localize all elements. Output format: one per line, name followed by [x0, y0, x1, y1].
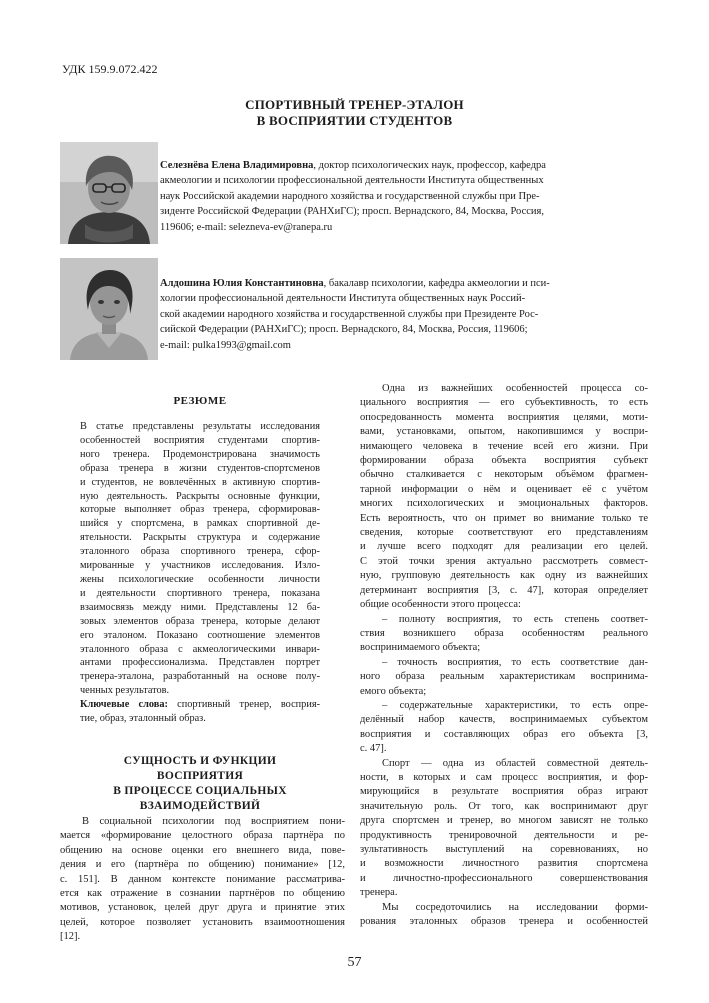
body-line: зультативность выступлений на соревнованиях, но [360, 844, 648, 855]
body-line: значительную роль. От того, как воспринимают друг [360, 800, 648, 812]
page-number: 57 [347, 955, 362, 970]
body-line: [12]. [60, 931, 81, 943]
abstract-line: мированные у участников исследования. Изло- [80, 560, 320, 572]
list-item: воспринимаемого объекта; [360, 642, 481, 654]
body-line: с. 151]. В данном контексте понимание рассматрива- [60, 873, 345, 885]
list-item: ствия возникшего образа особенностям реального [360, 627, 648, 639]
author-1-line: акмеологии и психологии профессиональной деятельности Института общественных [160, 175, 544, 187]
author-2-name: Алдошина Юлия Константиновна [160, 278, 324, 289]
section-heading-line: ВЗАИМОДЕЙСТВИЙ [139, 800, 261, 812]
author-1-line: , доктор психологических наук, профессор, кафедра [313, 160, 546, 171]
keywords-label: Ключевые слова: [80, 699, 168, 711]
body-line: продуктивность тренировочной деятельности и ре- [360, 829, 648, 841]
body-line: и личностно-профессионального совершенствования [360, 872, 648, 884]
abstract-line: образа тренера в жизни студентов-спортсменов [80, 462, 320, 474]
article-title-line-1: СПОРТИВНЫЙ ТРЕНЕР-ЭТАЛОН [245, 97, 464, 112]
udk-code: УДК 159.9.072.422 [62, 62, 158, 76]
list-item: – точность восприятия, то есть соответствие дан- [382, 656, 648, 668]
body-line: тренера. [360, 887, 398, 899]
author-2-line: хологии профессиональной деятельности Института общественных наук Россий- [160, 293, 526, 305]
abstract-line: которые выполняет образ тренера, сформировав- [80, 504, 320, 516]
list-item: емого объекта; [360, 685, 427, 697]
section-heading [80, 754, 320, 814]
abstract-line: эталонного образа с акмеологическими инвари- [80, 643, 320, 655]
keywords-line [80, 698, 320, 712]
keywords-text: спортивный тренер, восприя- [167, 699, 320, 711]
list-item: делённый набор качеств, воспринимаемых субъектом [360, 714, 648, 726]
abstract-line: антами профессионализма. Представлен портрет [80, 657, 320, 669]
body-line: ется как отражение в сознании партнёров по общению [60, 888, 345, 900]
body-line: Есть вероятность, что он примет во внимание только те [360, 512, 648, 524]
section-body [60, 815, 345, 945]
resume-heading: РЕЗЮМЕ [173, 395, 227, 407]
body-line: обычно сталкивается с некоторым объёмом фрагмен- [360, 469, 648, 481]
abstract-line: эталонного образа спортивного тренера, сфор- [80, 546, 320, 558]
list-item: ного образа реальным характеристикам воспринима- [360, 671, 648, 683]
body-line: общие особенности этого процесса: [360, 599, 521, 611]
abstract-line: шийся у спортсмена, в рамках спортивной де- [80, 518, 320, 530]
body-line: мотивов, установок, целей друг друга и принятие этих [60, 902, 345, 914]
body-line: и возможности личностного развития спортсмена [360, 858, 648, 870]
body-line: циального восприятия — его субъективность, то есть [360, 397, 648, 409]
body-line: нимающего человека в течение всей его жизни. При [360, 440, 648, 452]
body-line: опосредованность момента восприятия целями, моти- [360, 411, 648, 423]
body-line: рования эталонных образов тренера и особенностей [360, 916, 648, 928]
body-line: тарной информации о нём и оценивает её с учётом [360, 483, 648, 495]
abstract-line: особенностей восприятия студентами спортив- [80, 434, 320, 446]
article-title-line-2: В ВОСПРИЯТИИ СТУДЕНТОВ [256, 113, 453, 128]
author-2-email: e-mail: pulka1993@gmail.com [160, 339, 291, 351]
body-line: Мы сосредоточились на исследовании форми- [382, 901, 648, 913]
author-1-affiliation [160, 158, 645, 235]
abstract-line: и студентов, не вовлечённых в активную спортив- [80, 476, 320, 488]
abstract-line: зовых элементов образа тренера, которые делают [80, 615, 320, 627]
body-line: мирующийся в результате восприятия образ играют [360, 786, 648, 798]
abstract-line: тренера-эталона, разработанный на основе полу- [80, 671, 320, 683]
abstract-line: В статье представлены результаты исследования [80, 421, 320, 432]
body-line: детерминант восприятия [3, с. 47], которая определяет [360, 584, 648, 596]
body-line: формировании образа объекта восприятия субъект [360, 455, 648, 467]
body-line: Одна из важнейших особенностей процесса со- [382, 383, 648, 394]
list-item: – содержательные характеристики, то есть опре- [382, 699, 648, 711]
abstract-line: жены психологические особенности личности [80, 573, 320, 585]
section-heading-line: В ПРОЦЕССЕ СОЦИАЛЬНЫХ [113, 785, 287, 797]
author-2-line: ской академии народного хозяйства и государственной службы при Президенте Рос- [160, 308, 539, 320]
author-1-email: 119606; e-mail: selezneva-ev@ranepa.ru [160, 221, 333, 233]
author-2-affiliation [160, 276, 645, 353]
body-line: целей, которое позволяет установить взаимоотношения [60, 916, 345, 928]
body-line: ную, групповую деятельность как одну из важнейших [360, 570, 648, 582]
abstract-line: взаимосвязь между ними. Представлены 12 ба- [80, 601, 320, 613]
body-line: мается «формирование целостного образа партнёра по [60, 830, 345, 842]
abstract-line: ятельности. Раскрыты структура и содержание [80, 532, 320, 544]
body-line: С этой точки зрения актуально рассмотреть совмест- [360, 555, 648, 567]
article-title [150, 97, 559, 129]
body-line: многих психологических и эмоциональных факторов. [360, 498, 648, 510]
body-line: дения и его (партнёра по общению) понимание» [12, [60, 859, 345, 871]
author-2-line: сийской Федерации (РАНХиГС); просп. Вернадского, 84, Москва, Россия, 119606; [160, 324, 528, 336]
author-2-line: , бакалавр психологии, кафедра акмеологии и пси- [323, 278, 550, 289]
list-item: с. 47]. [360, 743, 387, 755]
list-item: – полноту восприятия, то есть степень соответ- [382, 613, 648, 625]
body-line: В социальной психологии под восприятием пони- [82, 816, 345, 827]
author-portrait-young-woman-icon [60, 258, 158, 360]
keywords-text: тие, образ, эталонный образ. [80, 713, 206, 725]
abstract-line: его эталоном. Показано соотношение элементов [80, 629, 320, 641]
author-1-name: Селезнёва Елена Владимировна [160, 160, 314, 171]
author-1-line: зиденте Российской Федерации (РАНХиГС); просп. Вернадского, 84, Москва, Россия, [160, 206, 544, 218]
body-line: общению на основе оценки его внешнего вида, пове- [60, 844, 345, 856]
body-line: вами, установками, опытом, накопившимся у воспри- [360, 426, 648, 438]
list-item: восприятия и составляющих образ его объекта [3, [360, 728, 648, 740]
abstract-text [80, 420, 320, 726]
right-column-text [360, 382, 648, 929]
abstract-line: ную деятельность. Раскрыты основные функции, [80, 490, 320, 502]
body-line: и лучше всего подходят для реализации его целей. [360, 541, 648, 553]
author-1-line: наук Российской академии народного хозяйства и государственной службы при Пре- [160, 190, 540, 202]
abstract-line: и деятельности спортивного тренера, показана [80, 587, 320, 599]
author-portrait-woman-glasses-icon [60, 142, 158, 244]
body-line: друга спортсмен и тренер, во многом зависят не только [360, 815, 648, 827]
section-heading-line: СУЩНОСТЬ И ФУНКЦИИ ВОСПРИЯТИЯ [123, 755, 277, 782]
body-line: сведения, которые соответствуют его представлениям [360, 527, 648, 539]
abstract-line: ного тренера. Продемонстрирована значимость [80, 448, 320, 460]
body-line: Спорт — одна из областей совместной деятель- [382, 757, 648, 769]
body-line: ности, в которых и сам процесс восприятия, и фор- [360, 771, 648, 783]
abstract-line: ченных результатов. [80, 685, 170, 697]
